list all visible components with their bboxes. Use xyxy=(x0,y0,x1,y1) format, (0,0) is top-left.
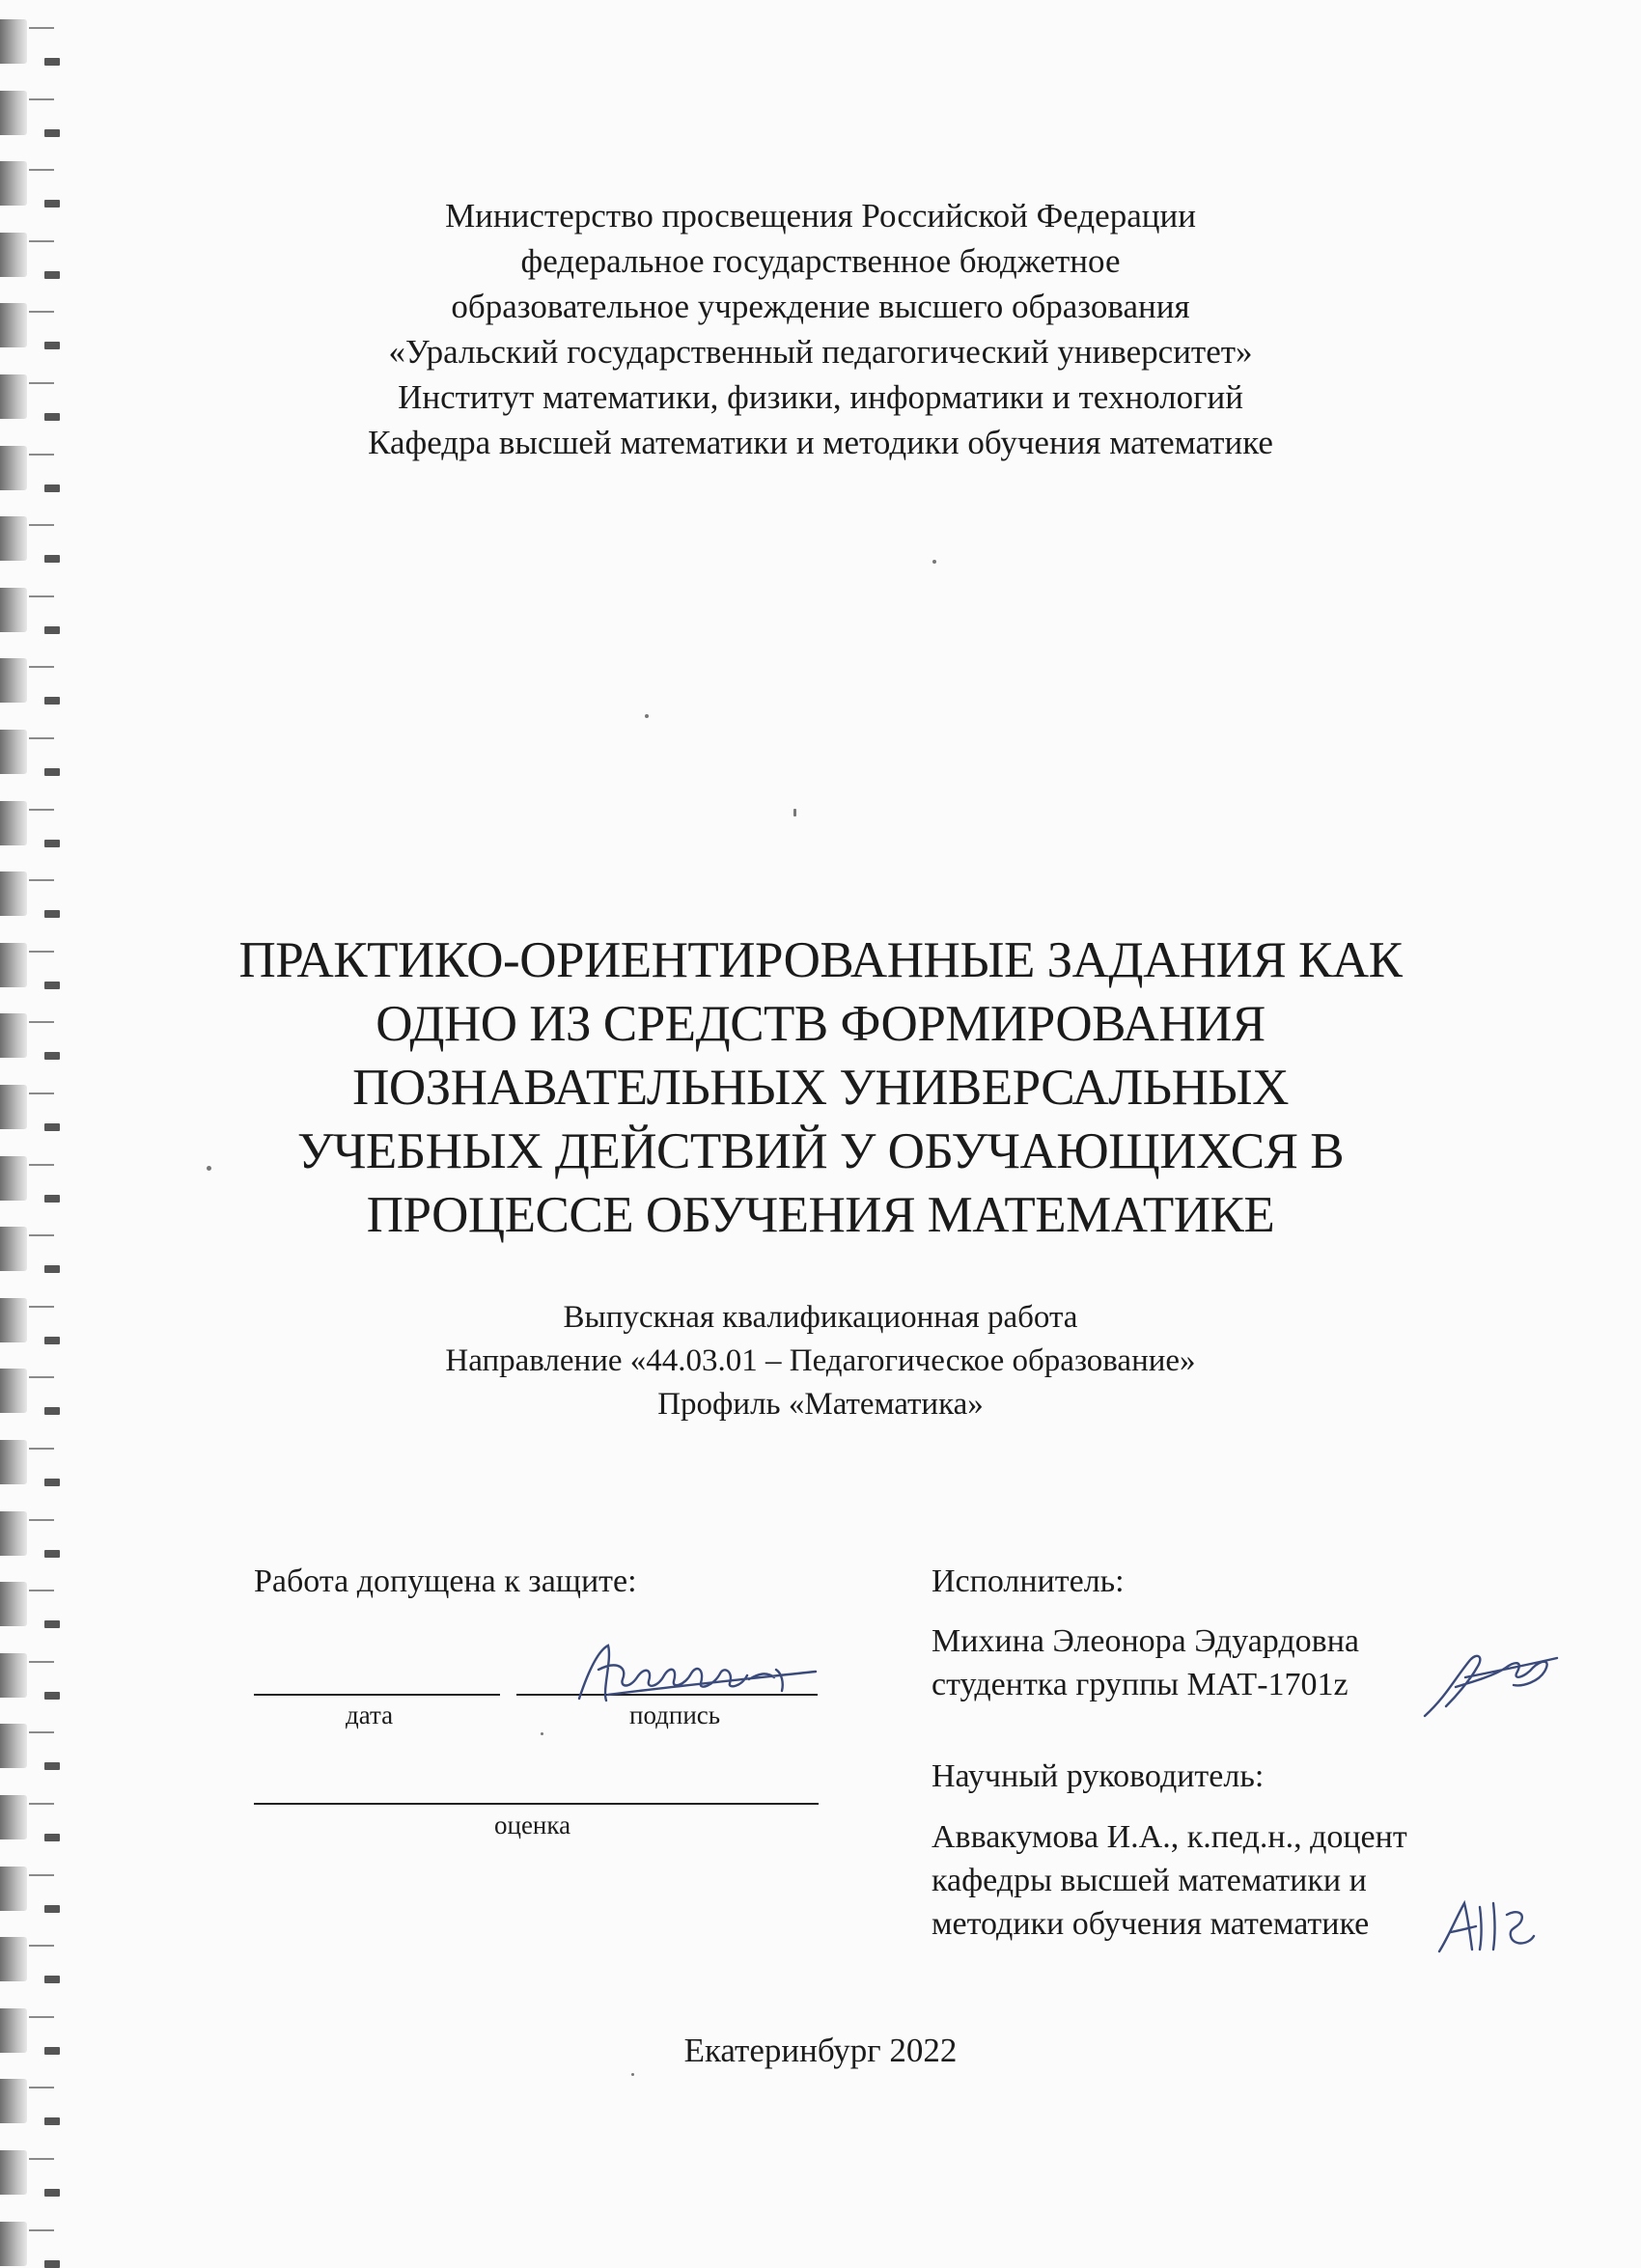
binding-line xyxy=(29,98,54,100)
binding-line xyxy=(29,2158,54,2160)
binding-tooth xyxy=(0,91,27,135)
binding-hole xyxy=(44,2260,60,2268)
header-line: «Уральский государственный педагогический университет» xyxy=(388,333,1253,371)
supervisor-signature xyxy=(1433,1894,1549,1970)
binding-line xyxy=(29,737,54,739)
binding-line xyxy=(29,2016,54,2018)
binding-hole xyxy=(44,697,60,705)
binding-tooth xyxy=(0,1653,27,1698)
binding-tooth xyxy=(0,516,27,561)
binding-tooth xyxy=(0,730,27,774)
binding-hole xyxy=(44,1265,60,1273)
binding-line xyxy=(29,595,54,597)
header-line: Кафедра высшей математики и методики обучения математике xyxy=(368,424,1273,461)
scan-speck xyxy=(793,809,796,816)
binding-line xyxy=(29,1945,54,1947)
scan-speck xyxy=(645,714,649,718)
binding-hole xyxy=(44,1905,60,1913)
binding-tooth xyxy=(0,871,27,916)
binding-hole xyxy=(44,484,60,492)
header-line: федеральное государственное бюджетное xyxy=(520,242,1121,280)
binding-tooth xyxy=(0,1937,27,1981)
binding-tooth xyxy=(0,1795,27,1839)
binding-hole xyxy=(44,1834,60,1841)
binding-line xyxy=(29,169,54,171)
binding-hole xyxy=(44,1762,60,1770)
study-direction: Направление «44.03.01 – Педагогическое образование» xyxy=(445,1343,1196,1378)
binding-tooth xyxy=(0,19,27,64)
title-line: УЧЕБНЫХ ДЕЙСТВИЙ У ОБУЧАЮЩИХСЯ В xyxy=(296,1123,1345,1179)
binding-hole xyxy=(44,626,60,634)
binding-line xyxy=(29,27,54,29)
binding-hole xyxy=(44,910,60,918)
scan-speck xyxy=(631,2073,634,2076)
work-description xyxy=(0,1296,1641,1426)
title-line: ОДНО ИЗ СРЕДСТВ ФОРМИРОВАНИЯ xyxy=(375,996,1266,1052)
binding-tooth xyxy=(0,1582,27,1626)
binding-tooth xyxy=(0,801,27,845)
binding-line xyxy=(29,1803,54,1805)
executor-signature xyxy=(1417,1639,1562,1739)
city-year-text: Екатеринбург 2022 xyxy=(683,2032,958,2069)
scan-speck xyxy=(541,1732,543,1735)
binding-hole xyxy=(44,2189,60,2197)
city-year xyxy=(0,2032,1641,2070)
date-label: дата xyxy=(346,1701,394,1729)
institution-header xyxy=(0,193,1641,465)
executor-heading: Исполнитель: xyxy=(932,1563,1125,1599)
admission-signature xyxy=(570,1631,820,1727)
binding-line xyxy=(29,1874,54,1876)
scan-speck xyxy=(932,560,936,564)
header-line: Институт математики, физики, информатики и технологий xyxy=(398,378,1243,416)
binding-hole xyxy=(44,129,60,137)
binding-line xyxy=(29,2087,54,2088)
title-line: ПОЗНАВАТЕЛЬНЫХ УНИВЕРСАЛЬНЫХ xyxy=(352,1060,1289,1116)
binding-tooth xyxy=(0,588,27,632)
binding-hole xyxy=(44,555,60,563)
binding-line xyxy=(29,2229,54,2231)
binding-hole xyxy=(44,768,60,776)
supervisor-line2: кафедры высшей математики и xyxy=(932,1863,1367,1898)
title-line: ПРАКТИКО-ОРИЕНТИРОВАННЫЕ ЗАДАНИЯ КАК xyxy=(238,932,1403,988)
signature-label: подпись xyxy=(629,1701,721,1729)
binding-hole xyxy=(44,1692,60,1700)
supervisor-line3: методики обучения математике xyxy=(932,1906,1370,1942)
binding-line xyxy=(29,666,54,668)
binding-hole xyxy=(44,2117,60,2125)
binding-tooth xyxy=(0,2079,27,2123)
binding-tooth xyxy=(0,1867,27,1911)
admission-heading: Работа допущена к защите: xyxy=(254,1563,637,1599)
executor-group: студентка группы МАТ-1701z xyxy=(932,1667,1349,1702)
executor-name: Михина Элеонора Эдуардовна xyxy=(932,1623,1359,1659)
binding-line xyxy=(29,879,54,881)
header-line: Министерство просвещения Российской Федерации xyxy=(445,197,1196,235)
binding-hole xyxy=(44,1620,60,1628)
binding-line xyxy=(29,1731,54,1733)
supervisor-heading: Научный руководитель: xyxy=(932,1758,1265,1794)
binding-tooth xyxy=(0,658,27,703)
binding-tooth xyxy=(0,1440,27,1484)
study-profile: Профиль «Математика» xyxy=(657,1387,984,1422)
title-line: ПРОЦЕССЕ ОБУЧЕНИЯ МАТЕМАТИКЕ xyxy=(366,1187,1275,1243)
grade-label: оценка xyxy=(494,1811,571,1839)
binding-line xyxy=(29,809,54,811)
header-line: образовательное учреждение высшего образования xyxy=(451,288,1190,325)
binding-tooth xyxy=(0,1511,27,1556)
binding-hole xyxy=(44,58,60,66)
supervisor-line1: Аввакумова И.А., к.пед.н., доцент xyxy=(932,1819,1407,1855)
binding-line xyxy=(29,1661,54,1663)
binding-tooth xyxy=(0,2150,27,2195)
binding-hole xyxy=(44,840,60,847)
binding-line xyxy=(29,1448,54,1450)
grade-line xyxy=(254,1803,819,1805)
binding-tooth xyxy=(0,2222,27,2266)
binding-line xyxy=(29,1590,54,1591)
thesis-title xyxy=(0,928,1641,1247)
binding-hole xyxy=(44,1976,60,1983)
binding-hole xyxy=(44,1550,60,1558)
work-type: Выпускная квалификационная работа xyxy=(563,1300,1078,1335)
binding-hole xyxy=(44,1479,60,1486)
date-line xyxy=(254,1694,500,1696)
binding-tooth xyxy=(0,1724,27,1768)
binding-line xyxy=(29,524,54,526)
binding-line xyxy=(29,1519,54,1521)
